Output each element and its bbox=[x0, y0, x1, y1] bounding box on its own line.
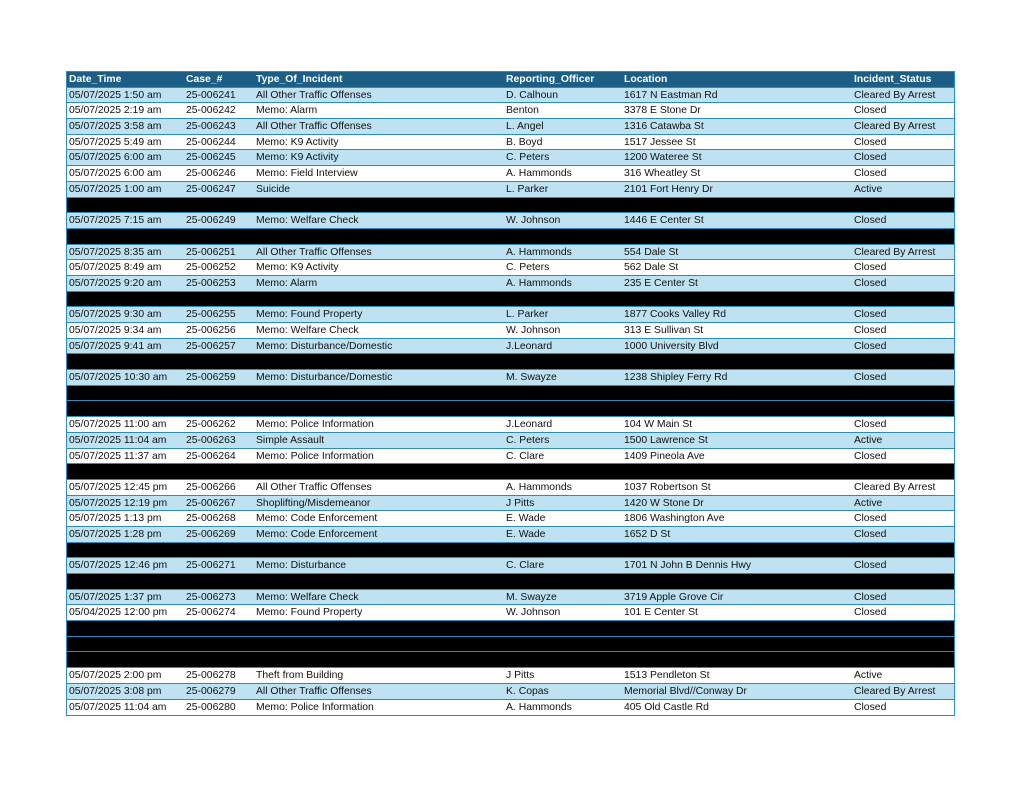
cell-case-number: 25-006252 bbox=[186, 262, 236, 274]
table-row bbox=[67, 449, 954, 465]
cell-location: 1517 Jessee St bbox=[624, 136, 696, 148]
cell-incident-type: Memo: Welfare Check bbox=[256, 215, 359, 227]
table-row bbox=[67, 684, 954, 700]
cell-location: 1806 Washington Ave bbox=[624, 513, 725, 525]
cell-reporting-officer: J Pitts bbox=[506, 497, 535, 509]
cell-date-time: 05/07/2025 6:00 am bbox=[69, 152, 162, 164]
cell-case-number: 25-006253 bbox=[186, 277, 236, 289]
table-body bbox=[67, 88, 954, 716]
redacted-row bbox=[67, 229, 954, 245]
cell-reporting-officer: B. Boyd bbox=[506, 136, 543, 148]
table-row bbox=[67, 260, 954, 276]
cell-case-number: 25-006269 bbox=[186, 528, 236, 540]
cell-date-time: 05/07/2025 2:19 am bbox=[69, 105, 162, 117]
cell-incident-status: Closed bbox=[854, 168, 887, 180]
redacted-row bbox=[67, 401, 954, 417]
cell-date-time: 05/07/2025 5:49 am bbox=[69, 136, 162, 148]
table-row bbox=[67, 276, 954, 292]
redacted-row bbox=[67, 354, 954, 370]
cell-incident-status: Cleared By Arrest bbox=[854, 481, 936, 493]
cell-reporting-officer: L. Parker bbox=[506, 183, 549, 195]
cell-case-number: 25-006268 bbox=[186, 513, 236, 525]
cell-date-time: 05/07/2025 3:08 pm bbox=[69, 685, 162, 697]
cell-case-number: 25-006264 bbox=[186, 450, 236, 462]
cell-reporting-officer: C. Peters bbox=[506, 434, 550, 446]
table-row bbox=[67, 511, 954, 527]
cell-location: 1316 Catawba St bbox=[624, 121, 704, 133]
cell-incident-status: Closed bbox=[854, 591, 887, 603]
table-row bbox=[67, 700, 954, 716]
cell-location: 1652 D St bbox=[624, 528, 671, 540]
cell-incident-status: Active bbox=[854, 497, 883, 509]
cell-case-number: 25-006255 bbox=[186, 309, 236, 321]
cell-reporting-officer: E. Wade bbox=[506, 513, 546, 525]
table-row bbox=[67, 590, 954, 606]
cell-reporting-officer: C. Clare bbox=[506, 560, 545, 572]
cell-date-time: 05/07/2025 1:28 pm bbox=[69, 528, 162, 540]
redacted-row bbox=[67, 621, 954, 637]
cell-date-time: 05/07/2025 2:00 pm bbox=[69, 670, 162, 682]
table-row bbox=[67, 103, 954, 119]
cell-date-time: 05/07/2025 7:15 am bbox=[69, 215, 162, 227]
cell-reporting-officer: W. Johnson bbox=[506, 325, 561, 336]
cell-date-time: 05/07/2025 12:19 pm bbox=[69, 497, 168, 509]
cell-date-time: 05/07/2025 12:46 pm bbox=[69, 560, 168, 572]
cell-incident-status: Closed bbox=[854, 607, 887, 619]
cell-incident-status: Closed bbox=[854, 136, 887, 148]
col-header-incident-type: Type_Of_Incident bbox=[256, 74, 343, 85]
col-header-location: Location bbox=[624, 74, 668, 85]
redacted-row bbox=[67, 574, 954, 590]
table-row bbox=[67, 605, 954, 621]
cell-incident-type: Memo: Alarm bbox=[256, 277, 318, 289]
table-row bbox=[67, 182, 954, 198]
cell-location: 313 E Sullivan St bbox=[624, 325, 704, 336]
cell-reporting-officer: E. Wade bbox=[506, 528, 546, 540]
table-row bbox=[67, 119, 954, 135]
cell-location: 1877 Cooks Valley Rd bbox=[624, 309, 727, 321]
cell-reporting-officer: K. Copas bbox=[506, 685, 549, 697]
cell-reporting-officer: C. Peters bbox=[506, 152, 550, 164]
cell-case-number: 25-006274 bbox=[186, 607, 236, 619]
cell-incident-status: Closed bbox=[854, 105, 887, 117]
cell-incident-status: Closed bbox=[854, 560, 887, 572]
col-header-reporting-officer: Reporting_Officer bbox=[506, 74, 595, 85]
cell-case-number: 25-006245 bbox=[186, 152, 236, 164]
cell-date-time: 05/07/2025 11:00 am bbox=[69, 419, 167, 431]
cell-location: 1500 Lawrence St bbox=[624, 434, 708, 446]
cell-reporting-officer: J Pitts bbox=[506, 670, 535, 682]
cell-incident-status: Closed bbox=[854, 277, 887, 289]
cell-case-number: 25-006279 bbox=[186, 685, 236, 697]
cell-reporting-officer: A. Hammonds bbox=[506, 168, 572, 180]
cell-reporting-officer: C. Peters bbox=[506, 262, 550, 274]
col-header-case-number: Case_# bbox=[186, 74, 223, 85]
cell-date-time: 05/04/2025 12:00 pm bbox=[69, 607, 168, 619]
cell-location: 1701 N John B Dennis Hwy bbox=[624, 560, 752, 572]
cell-location: 405 Old Castle Rd bbox=[624, 701, 709, 713]
cell-case-number: 25-006278 bbox=[186, 670, 236, 682]
redacted-row bbox=[67, 652, 954, 668]
cell-date-time: 05/07/2025 12:45 pm bbox=[69, 481, 168, 493]
cell-date-time: 05/07/2025 10:30 am bbox=[69, 372, 168, 384]
cell-location: 1409 Pineola Ave bbox=[624, 450, 705, 462]
cell-location: 554 Dale St bbox=[624, 246, 679, 258]
cell-incident-status: Cleared By Arrest bbox=[854, 685, 936, 697]
cell-date-time: 05/07/2025 9:20 am bbox=[69, 277, 162, 289]
cell-incident-type: Memo: Welfare Check bbox=[256, 325, 359, 336]
cell-incident-type: All Other Traffic Offenses bbox=[256, 685, 372, 697]
cell-reporting-officer: Benton bbox=[506, 105, 539, 117]
cell-incident-status: Closed bbox=[854, 419, 887, 431]
table-row bbox=[67, 433, 954, 449]
cell-date-time: 05/07/2025 9:34 am bbox=[69, 325, 162, 336]
cell-location: 562 Dale St bbox=[624, 262, 679, 274]
cell-date-time: 05/07/2025 9:41 am bbox=[69, 340, 162, 352]
cell-case-number: 25-006259 bbox=[186, 372, 236, 384]
cell-incident-status: Closed bbox=[854, 215, 887, 227]
table-row bbox=[67, 339, 954, 355]
cell-case-number: 25-006246 bbox=[186, 168, 236, 180]
redacted-row bbox=[67, 198, 954, 214]
cell-case-number: 25-006266 bbox=[186, 481, 236, 493]
table-row bbox=[67, 135, 954, 151]
cell-incident-type: Memo: Code Enforcement bbox=[256, 513, 378, 525]
cell-date-time: 05/07/2025 11:04 am bbox=[69, 701, 167, 713]
cell-reporting-officer: L. Angel bbox=[506, 121, 544, 133]
cell-location: 1617 N Eastman Rd bbox=[624, 89, 718, 101]
cell-incident-type: All Other Traffic Offenses bbox=[256, 121, 372, 133]
cell-incident-type: Memo: Disturbance/Domestic bbox=[256, 372, 393, 384]
cell-location: Memorial Blvd//Conway Dr bbox=[624, 685, 747, 697]
cell-incident-type: Memo: Welfare Check bbox=[256, 591, 359, 603]
table-row bbox=[67, 150, 954, 166]
cell-date-time: 05/07/2025 9:30 am bbox=[69, 309, 162, 321]
cell-reporting-officer: J.Leonard bbox=[506, 419, 553, 431]
cell-incident-type: Memo: Police Information bbox=[256, 701, 374, 713]
cell-case-number: 25-006271 bbox=[186, 560, 236, 572]
cell-reporting-officer: A. Hammonds bbox=[506, 246, 572, 258]
cell-incident-type: Memo: Police Information bbox=[256, 450, 374, 462]
cell-reporting-officer: A. Hammonds bbox=[506, 277, 572, 289]
cell-incident-type: Suicide bbox=[256, 183, 291, 195]
cell-location: 101 E Center St bbox=[624, 607, 698, 619]
table-row bbox=[67, 213, 954, 229]
cell-case-number: 25-006249 bbox=[186, 215, 236, 227]
redacted-row bbox=[67, 637, 954, 653]
cell-case-number: 25-006257 bbox=[186, 340, 236, 352]
cell-case-number: 25-006280 bbox=[186, 701, 236, 713]
cell-location: 1513 Pendleton St bbox=[624, 670, 710, 682]
cell-reporting-officer: D. Calhoun bbox=[506, 89, 558, 101]
table-row bbox=[67, 166, 954, 182]
cell-reporting-officer: C. Clare bbox=[506, 450, 545, 462]
cell-case-number: 25-006241 bbox=[186, 89, 236, 101]
cell-incident-type: Simple Assault bbox=[256, 434, 325, 446]
cell-location: 104 W Main St bbox=[624, 419, 693, 431]
redacted-row bbox=[67, 543, 954, 559]
cell-incident-type: Memo: K9 Activity bbox=[256, 262, 339, 274]
cell-case-number: 25-006242 bbox=[186, 105, 236, 117]
cell-case-number: 25-006247 bbox=[186, 183, 236, 195]
cell-date-time: 05/07/2025 8:35 am bbox=[69, 246, 162, 258]
table-row bbox=[67, 323, 954, 339]
cell-date-time: 05/07/2025 6:00 am bbox=[69, 168, 162, 180]
table-header-row bbox=[67, 72, 954, 88]
cell-reporting-officer: J.Leonard bbox=[506, 340, 553, 352]
cell-case-number: 25-006244 bbox=[186, 136, 236, 148]
cell-incident-type: Memo: K9 Activity bbox=[256, 136, 339, 148]
cell-incident-status: Cleared By Arrest bbox=[854, 121, 936, 133]
cell-incident-status: Cleared By Arrest bbox=[854, 89, 936, 101]
cell-location: 1446 E Center St bbox=[624, 215, 704, 227]
cell-incident-type: All Other Traffic Offenses bbox=[256, 481, 372, 493]
col-header-date-time: Date_Time bbox=[69, 74, 122, 85]
cell-case-number: 25-006251 bbox=[186, 246, 236, 258]
cell-date-time: 05/07/2025 1:37 pm bbox=[69, 591, 162, 603]
table-row bbox=[67, 496, 954, 512]
redacted-row bbox=[67, 292, 954, 308]
cell-incident-type: Memo: Disturbance bbox=[256, 560, 347, 572]
cell-incident-type: Memo: Found Property bbox=[256, 607, 363, 619]
cell-case-number: 25-006262 bbox=[186, 419, 236, 431]
table-row bbox=[67, 417, 954, 433]
cell-reporting-officer: W. Johnson bbox=[506, 215, 561, 227]
cell-incident-status: Active bbox=[854, 670, 883, 682]
cell-incident-type: All Other Traffic Offenses bbox=[256, 89, 372, 101]
cell-incident-status: Closed bbox=[854, 513, 887, 525]
cell-reporting-officer: W. Johnson bbox=[506, 607, 561, 619]
cell-date-time: 05/07/2025 1:13 pm bbox=[69, 513, 162, 525]
cell-incident-status: Cleared By Arrest bbox=[854, 246, 936, 258]
cell-incident-status: Closed bbox=[854, 325, 887, 336]
cell-date-time: 05/07/2025 1:00 am bbox=[69, 183, 162, 195]
cell-date-time: 05/07/2025 1:50 am bbox=[69, 89, 162, 101]
table-row bbox=[67, 245, 954, 261]
cell-incident-type: Memo: Field Interview bbox=[256, 168, 358, 180]
incident-log-table bbox=[66, 71, 955, 716]
cell-incident-status: Closed bbox=[854, 340, 887, 352]
col-header-incident-status: Incident_Status bbox=[854, 74, 932, 85]
cell-incident-status: Closed bbox=[854, 701, 887, 713]
cell-case-number: 25-006267 bbox=[186, 497, 236, 509]
cell-location: 316 Wheatley St bbox=[624, 168, 701, 180]
cell-incident-type: Shoplifting/Misdemeanor bbox=[256, 497, 371, 509]
cell-date-time: 05/07/2025 3:58 am bbox=[69, 121, 162, 133]
cell-reporting-officer: A. Hammonds bbox=[506, 481, 572, 493]
table-row bbox=[67, 88, 954, 104]
cell-date-time: 05/07/2025 11:37 am bbox=[69, 450, 167, 462]
cell-incident-status: Closed bbox=[854, 262, 887, 274]
cell-incident-status: Closed bbox=[854, 372, 887, 384]
cell-incident-status: Active bbox=[854, 183, 883, 195]
cell-incident-type: Memo: Alarm bbox=[256, 105, 318, 117]
cell-reporting-officer: M. Swayze bbox=[506, 591, 557, 603]
cell-case-number: 25-006243 bbox=[186, 121, 236, 133]
cell-incident-status: Closed bbox=[854, 309, 887, 321]
table-row bbox=[67, 307, 954, 323]
cell-reporting-officer: A. Hammonds bbox=[506, 701, 572, 713]
cell-incident-type: Memo: Found Property bbox=[256, 309, 363, 321]
cell-incident-type: Memo: Code Enforcement bbox=[256, 528, 378, 540]
cell-location: 1000 University Blvd bbox=[624, 340, 719, 352]
cell-incident-type: Memo: Disturbance/Domestic bbox=[256, 340, 393, 352]
cell-incident-type: All Other Traffic Offenses bbox=[256, 246, 372, 258]
cell-location: 2101 Fort Henry Dr bbox=[624, 183, 713, 195]
cell-date-time: 05/07/2025 8:49 am bbox=[69, 262, 162, 274]
cell-incident-status: Active bbox=[854, 434, 883, 446]
cell-reporting-officer: M. Swayze bbox=[506, 372, 557, 384]
redacted-row bbox=[67, 386, 954, 402]
cell-incident-type: Memo: Police Information bbox=[256, 419, 374, 431]
cell-location: 3378 E Stone Dr bbox=[624, 105, 701, 117]
cell-case-number: 25-006263 bbox=[186, 434, 236, 446]
cell-case-number: 25-006273 bbox=[186, 591, 236, 603]
cell-location: 3719 Apple Grove Cir bbox=[624, 591, 724, 603]
cell-location: 235 E Center St bbox=[624, 277, 698, 289]
table-row bbox=[67, 370, 954, 386]
redacted-row bbox=[67, 464, 954, 480]
table-row bbox=[67, 668, 954, 684]
cell-incident-type: Theft from Building bbox=[256, 670, 344, 682]
cell-incident-type: Memo: K9 Activity bbox=[256, 152, 339, 164]
table-row bbox=[67, 527, 954, 543]
cell-reporting-officer: L. Parker bbox=[506, 309, 549, 321]
cell-location: 1420 W Stone Dr bbox=[624, 497, 704, 509]
table-row bbox=[67, 480, 954, 496]
cell-location: 1238 Shipley Ferry Rd bbox=[624, 372, 728, 384]
table-row bbox=[67, 558, 954, 574]
cell-location: 1037 Robertson St bbox=[624, 481, 711, 493]
cell-incident-status: Closed bbox=[854, 152, 887, 164]
cell-incident-status: Closed bbox=[854, 450, 887, 462]
cell-incident-status: Closed bbox=[854, 528, 887, 540]
cell-case-number: 25-006256 bbox=[186, 325, 236, 336]
cell-location: 1200 Wateree St bbox=[624, 152, 702, 164]
cell-date-time: 05/07/2025 11:04 am bbox=[69, 434, 167, 446]
